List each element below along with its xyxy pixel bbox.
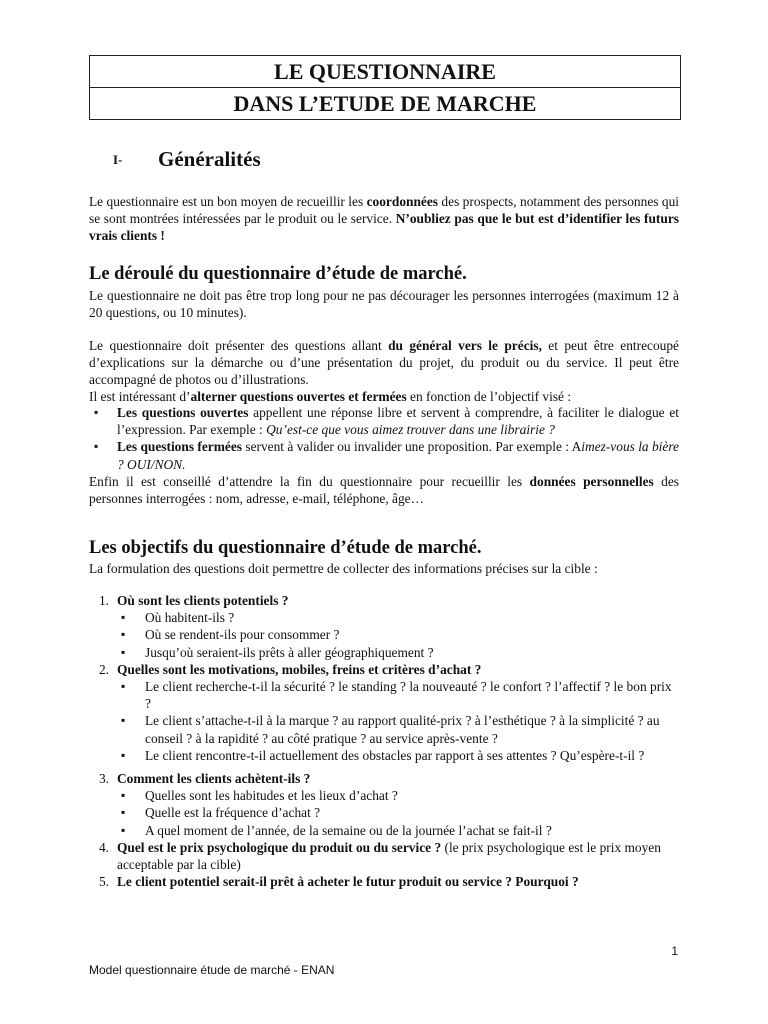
objective-number: 3.	[98, 771, 109, 787]
open-questions-label: Les questions ouvertes	[117, 405, 249, 420]
intro-text-1: Le questionnaire est un bon moyen de recueillir les	[89, 194, 367, 209]
deroule-paragraph-3	[89, 388, 679, 405]
objective-sublist	[89, 609, 679, 661]
deroule-p3-text-1: Il est intéressant d’	[89, 389, 191, 404]
list-item: ▪ Quelle est la fréquence d’achat ?	[145, 804, 679, 821]
list-item: ▪ A quel moment de l’année, de la semaine ou de la journée l’achat se fait-il ?	[145, 822, 679, 839]
objective-question-text: Quelles sont les motivations, mobiles, freins et critères d’achat ?	[117, 661, 482, 677]
deroule-p2-text-1: Le questionnaire doit présenter des questions allant	[89, 338, 389, 353]
deroule-paragraph-2	[89, 337, 679, 389]
list-item: ▪ Quelles sont les habitudes et les lieux d’achat ?	[145, 787, 679, 804]
objective-note: (le prix psychologique est le prix moyen acceptable par la cible)	[117, 839, 661, 873]
objective-question	[89, 770, 679, 787]
list-item: ▪ Où habitent-ils ?	[145, 609, 679, 626]
objective-question	[89, 873, 679, 890]
section-number: I-	[113, 152, 123, 167]
intro-bold-1: coordonnées	[366, 194, 439, 209]
objective-number: 2.	[98, 661, 109, 677]
deroule-p4-text-1: Enfin il est conseillé d’attendre la fin du questionnaire pour recueillir les	[89, 474, 530, 489]
title-box	[89, 55, 681, 120]
open-questions-text: appellent une réponse libre et servent à comprendre, à faciliter le dialogue et l’expression. Par exemple :	[117, 405, 679, 438]
objective-question-text: Comment les clients achètent-ils ?	[117, 771, 311, 787]
objective-number: 4.	[98, 839, 109, 855]
closed-questions-label: Les questions fermées	[117, 439, 242, 455]
list-item-closed-questions	[89, 438, 679, 472]
objective-question-text: Quel est le prix psychologique du produit ou du service ?	[117, 839, 442, 855]
deroule-paragraph-1: Le questionnaire ne doit pas être trop long pour ne pas décourager les personnes interrogées (maximum 12 à 20 questions, ou 10 minutes).	[89, 288, 679, 321]
objective-sublist	[89, 678, 679, 764]
objective-question-text: Où sont les clients potentiels ?	[117, 593, 289, 608]
list-item-open-questions	[89, 404, 679, 438]
list-item: ▪ Le client recherche-t-il la sécurité ? le standing ? la nouveauté ? le confort ? l’affectif ? le bon prix ?	[145, 678, 679, 712]
objective-question-text: Le client potentiel serait-il prêt à acheter le futur produit ou service ? Pourquoi ?	[117, 874, 579, 890]
section-title: Généralités	[158, 147, 261, 171]
objectifs-intro: La formulation des questions doit permettre de collecter des informations précises sur la cible :	[89, 561, 598, 576]
objective-number: 5.	[98, 874, 109, 890]
deroule-paragraph-4	[89, 473, 679, 507]
title-line-2: DANS L’ETUDE DE MARCHE	[90, 87, 680, 119]
open-questions-example: Qu’est-ce que vous aimez trouver dans une librairie ?	[266, 422, 555, 438]
list-item: ▪ Où se rendent-ils pour consommer ?	[145, 626, 679, 643]
intro-paragraph	[89, 193, 679, 245]
page-footer: Model questionnaire étude de marché - ENAN	[89, 963, 335, 977]
deroule-p2-bold: du général vers le précis,	[388, 338, 542, 353]
section-heading	[113, 147, 261, 172]
heading-deroule: Le déroulé du questionnaire d’étude de marché.	[89, 264, 467, 284]
intro-text-2: des prospects, notamment des personnes qui se sont montrées intéressées par le produit ou le service.	[89, 194, 679, 227]
list-item: ▪ Jusqu’où seraient-ils prêts à aller géographiquement ?	[145, 644, 679, 661]
objective-question	[89, 592, 679, 609]
objectives-list	[89, 592, 679, 890]
objective-sublist	[89, 787, 679, 839]
deroule-p4-text-2: des personnes interrogées : nom, adresse, e-mail, téléphone, âge…	[89, 474, 680, 507]
deroule-p3-text-2: en fonction de l’objectif visé :	[406, 389, 572, 404]
deroule-p3-bold: alterner questions ouvertes et fermées	[190, 389, 407, 404]
objective-question	[89, 839, 679, 873]
deroule-p2-text-2: et peut être entrecoupé d’explications sur la démarche ou d’une présentation du projet, du produit ou du service. Il peut être accompagné de photos ou d’illustrations.	[89, 338, 679, 388]
list-item: ▪ Le client s’attache-t-il à la marque ? au rapport qualité-prix ? à l’esthétique ? à la simplicité ? au conseil ? à la rapidité ? au côté pratique ? au service après-vente ?	[145, 712, 679, 746]
objective-question	[89, 661, 679, 678]
objective-number: 1.	[98, 593, 109, 608]
deroule-p4-bold: données personnelles	[529, 474, 654, 489]
page-number: 1	[671, 944, 678, 958]
question-types-list	[89, 404, 679, 473]
title-line-1: LE QUESTIONNAIRE	[274, 59, 496, 84]
closed-questions-example: imez-vous la bière ? OUI/NON.	[117, 439, 680, 472]
closed-questions-text: servent à valider ou invalider une proposition. Par exemple : A	[242, 439, 582, 455]
list-item: ▪ Le client rencontre-t-il actuellement des obstacles par rapport à ses attentes ? Qu’espère-t-il ?	[145, 747, 679, 764]
intro-bold-2: N’oubliez pas que le but est d’identifier les futurs vrais clients !	[89, 211, 679, 244]
heading-objectifs: Les objectifs du questionnaire d’étude de marché.	[89, 538, 482, 558]
